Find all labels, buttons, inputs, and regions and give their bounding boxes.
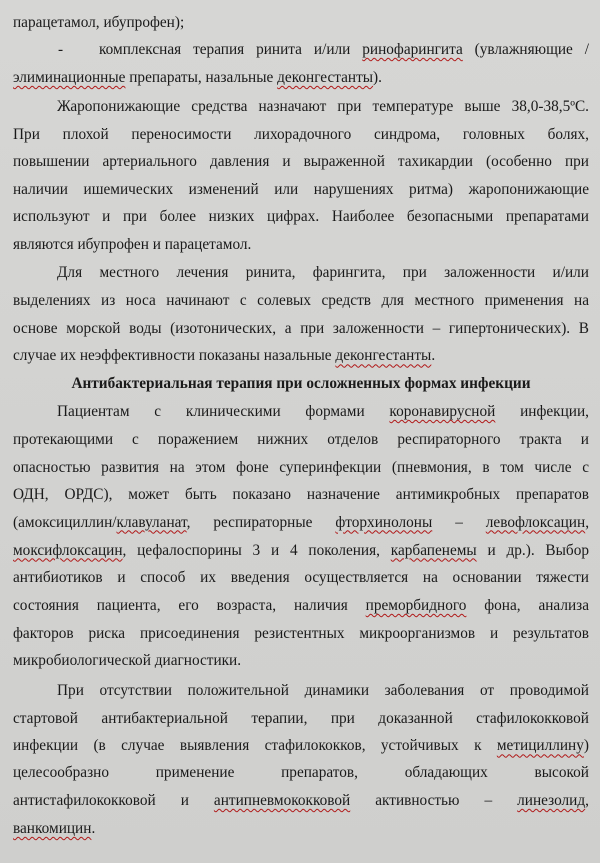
- paragraph-line: используют и при более низких цифрах. Наиболее безопасными препаратами: [13, 208, 589, 226]
- paragraph-line: протекающими с поражением нижних отделов респираторного тракта и: [13, 431, 589, 448]
- paragraph-line: антибиотиков и способ их введения осуществляется на основании тяжести: [13, 569, 589, 587]
- paragraph-line: случае их неэффективности показаны назальные деконгестанты.: [13, 347, 436, 365]
- spellcheck-word: клавуланат: [116, 513, 187, 531]
- list-item-text: комплексная терапия ринита и/или ринофарингита (увлажняющие /: [99, 41, 589, 58]
- spellcheck-word: моксифлоксацин: [13, 541, 123, 559]
- spellcheck-word: линезолид: [517, 792, 586, 810]
- spellcheck-word: ринофарингита: [362, 41, 463, 58]
- paragraph-line: ванкомицин.: [13, 820, 96, 837]
- list-bullet-dash: -: [58, 41, 64, 58]
- paragraph-line: выделениях из носа начинают с солевых средств для местного применения на: [13, 291, 589, 309]
- paragraph-line: целесообразно применение препаратов, обладающих высокой: [13, 764, 589, 782]
- paragraph-line: Жаропонижающие средства назначают при температуре выше 38,0-38,5ºС.: [57, 97, 589, 115]
- paragraph-line: основе морской воды (изотонических, а при заложенности – гипертонических). В: [13, 319, 589, 337]
- paragraph-line: являются ибупрофен и парацетамол.: [13, 236, 252, 253]
- section-heading: Антибактериальная терапия при осложненных формах инфекции: [71, 375, 531, 393]
- text-line: парацетамол, ибупрофен);: [13, 14, 185, 32]
- paragraph-line: (амоксициллин/клавуланат, респираторные фторхинолоны – левофлоксацин,: [13, 513, 590, 531]
- spellcheck-word: фторхинолоны: [335, 513, 433, 531]
- paragraph-line: наличии ишемических изменений или нарушениях ритма) жаропонижающие: [13, 181, 589, 199]
- spellcheck-word: деконгестанты: [335, 347, 432, 365]
- spellcheck-word: левофлоксацин: [485, 513, 586, 531]
- spellcheck-word: карбапенемы: [390, 541, 477, 559]
- spellcheck-word: метициллину: [496, 737, 584, 755]
- paragraph-line: При плохой переносимости лихорадочного синдрома, головных болях,: [13, 125, 589, 143]
- spellcheck-word: элиминационные: [13, 68, 126, 86]
- paragraph-line: повышении артериального давления и выраженной тахикардии (особенно при: [13, 153, 589, 171]
- spellcheck-word: ванкомицин: [13, 820, 92, 837]
- paragraph-line: ОДН, ОРДС), может быть показано назначение антимикробных препаратов: [13, 485, 589, 503]
- spellcheck-word: антипневмококковой: [213, 792, 351, 810]
- paragraph-line: моксифлоксацин, цефалоспорины 3 и 4 поколения, карбапенемы и др.). Выбор: [13, 541, 589, 559]
- list-item-text-continued: элиминационные препараты, назальные деконгестанты).: [13, 68, 382, 86]
- paragraph-line: состояния пациента, его возраста, наличия преморбидного фона, анализа: [13, 597, 589, 615]
- paragraph-line: Для местного лечения ринита, фарингита, при заложенности и/или: [57, 263, 589, 281]
- paragraph-line: факторов риска присоединения резистентных микроорганизмов и результатов: [13, 625, 589, 642]
- paragraph-line: При отсутствии положительной динамики заболевания от проводимой: [57, 681, 589, 699]
- paragraph-line: стартовой антибактериальной терапии, при доказанной стафилококковой: [13, 709, 589, 727]
- spellcheck-word: коронавирусной: [389, 403, 496, 421]
- paragraph-line: антистафилококковой и антипневмококковой активностью – линезолид,: [13, 792, 589, 810]
- paragraph-line: инфекции (в случае выявления стафилококков, устойчивых к метициллину): [13, 737, 589, 755]
- paragraph-line: опасностью развития на этом фоне суперинфекции (пневмония, в том числе с: [13, 458, 589, 476]
- spellcheck-word: деконгестанты: [277, 68, 374, 86]
- paragraph-line: микробиологической диагностики.: [13, 651, 242, 669]
- spellcheck-word: преморбидного: [365, 597, 467, 615]
- paragraph-line: Пациентам с клиническими формами коронавирусной инфекции,: [57, 403, 589, 421]
